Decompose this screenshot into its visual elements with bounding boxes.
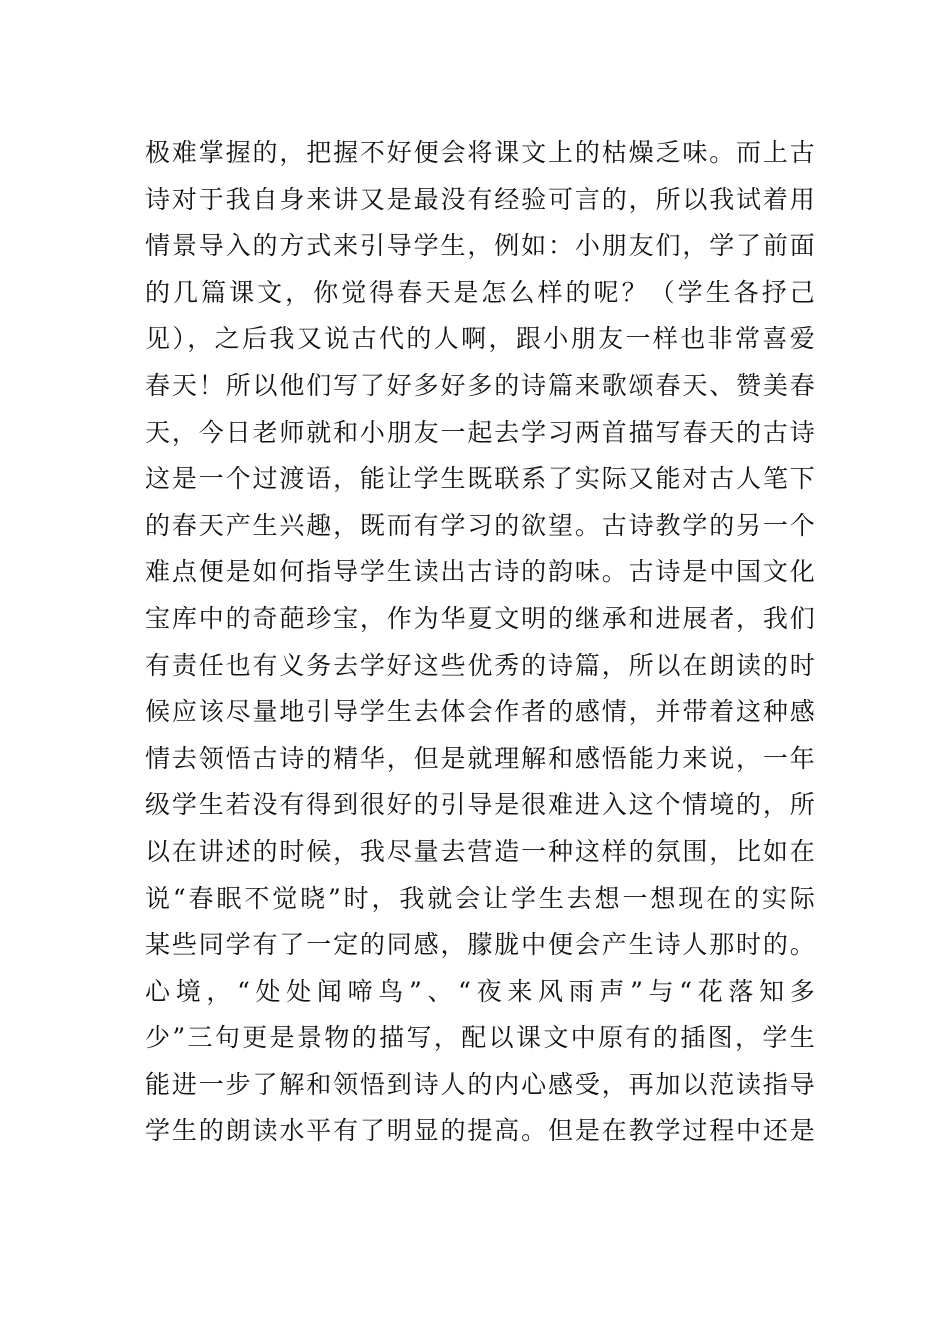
text-line: 有责任也有义务去学好这些优秀的诗篇，所以在朗读的时 [145, 650, 815, 680]
text-line: 极难掌握的，把握不好便会将课文上的枯燥乏味。而上古 [145, 138, 815, 167]
text-line: 的春天产生兴趣，既而有学习的欲望。古诗教学的另一个 [145, 510, 815, 540]
text-line: 天，今日老师就和小朋友一起去学习两首描写春天的古诗 [145, 417, 815, 447]
text-line: 难点便是如何指导学生读出古诗的韵味。古诗是中国文化 [145, 557, 815, 587]
text-line: 某些同学有了一定的同感，朦胧中便会产生诗人那时的。 [145, 930, 815, 960]
text-line: 情景导入的方式来引导学生，例如：小朋友们，学了前面 [145, 231, 815, 261]
text-line: 情去领悟古诗的精华，但是就理解和感悟能力来说，一年 [145, 743, 815, 773]
text-line: 少”三句更是景物的描写，配以课文中原有的插图，学生 [145, 1023, 815, 1053]
text-line: 级学生若没有得到很好的引导是很难进入这个情境的，所 [145, 790, 815, 820]
text-line: 候应该尽量地引导学生去体会作者的感情，并带着这种感 [145, 697, 815, 727]
text-line: 春天！所以他们写了好多好多的诗篇来歌颂春天、赞美春 [145, 370, 815, 400]
text-line: 见），之后我又说古代的人啊，跟小朋友一样也非常喜爱 [145, 324, 815, 354]
text-line: 的几篇课文，你觉得春天是怎么样的呢？（学生各抒己 [145, 277, 815, 307]
text-line: 这是一个过渡语，能让学生既联系了实际又能对古人笔下 [145, 464, 815, 494]
text-line: 学生的朗读水平有了明显的提高。但是在教学过程中还是 [145, 1116, 815, 1146]
text-line: 能进一步了解和领悟到诗人的内心感受，再加以范读指导 [145, 1069, 815, 1099]
text-line: 诗对于我自身来讲又是最没有经验可言的，所以我试着用 [145, 184, 815, 214]
text-line: 以在讲述的时候，我尽量去营造一种这样的氛围，比如在 [145, 836, 815, 866]
text-line: 宝库中的奇葩珍宝，作为华夏文明的继承和进展者，我们 [145, 603, 815, 633]
body-text [145, 130, 815, 1155]
text-line: 说“春眠不觉晓”时，我就会让学生去想一想现在的实际 [145, 883, 815, 913]
text-line: 心境，“处处闻啼鸟”、“夜来风雨声”与“花落知多 [145, 976, 815, 1006]
